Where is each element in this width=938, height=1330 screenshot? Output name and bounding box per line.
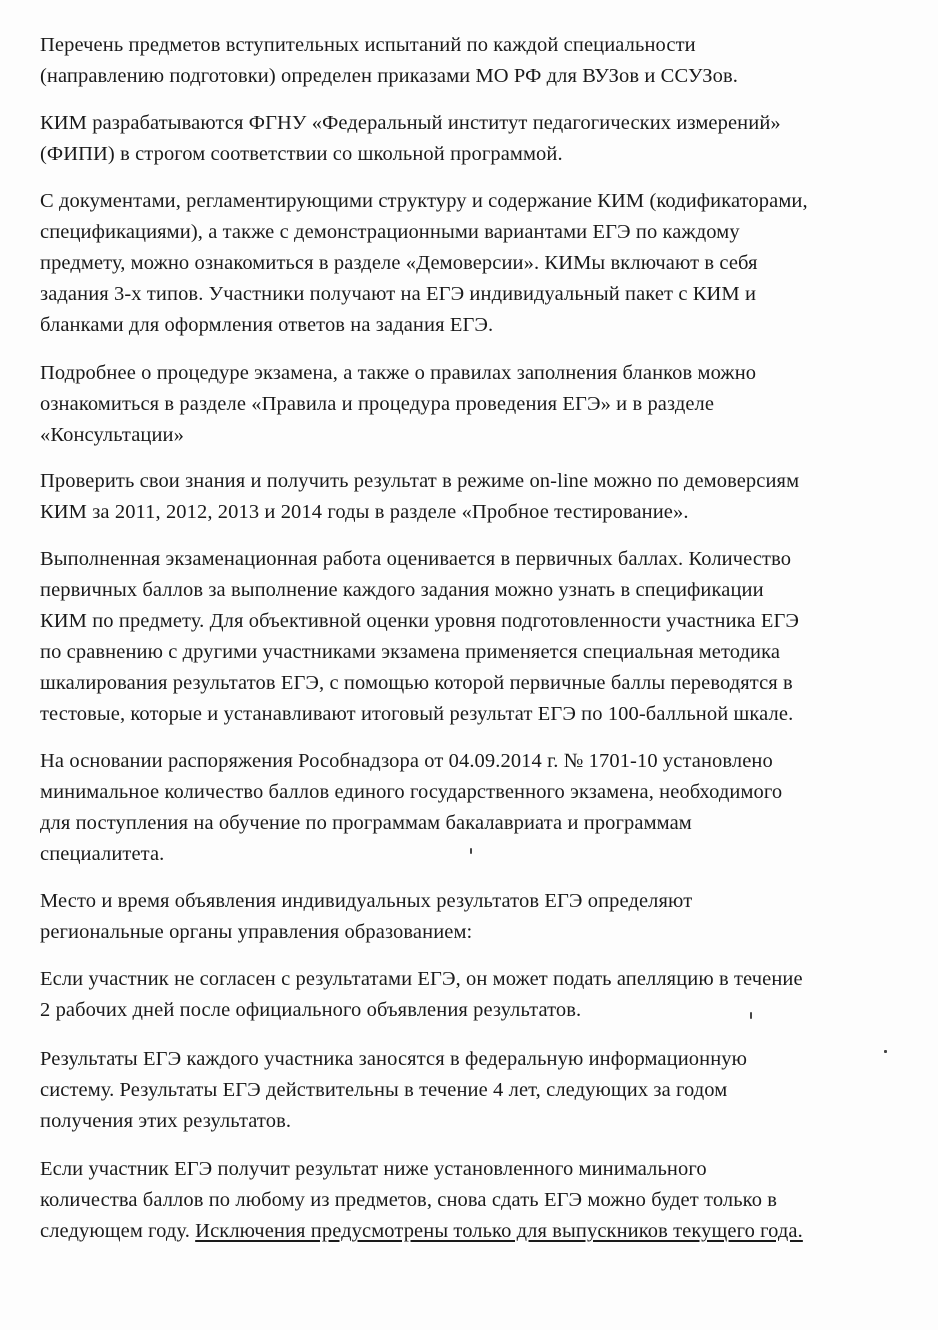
text-line: Перечень предметов вступительных испытаний по каждой специальности bbox=[40, 34, 696, 56]
paragraph-1 bbox=[40, 30, 920, 92]
text-line: КИМ за 2011, 2012, 2013 и 2014 годы в разделе «Пробное тестирование». bbox=[40, 501, 689, 523]
paragraph-2 bbox=[40, 108, 920, 170]
text-line: предмету, можно ознакомиться в разделе «Демоверсии». КИМы включают в себя bbox=[40, 252, 758, 274]
text-line: КИМ по предмету. Для объективной оценки уровня подготовленности участника ЕГЭ bbox=[40, 610, 800, 632]
text-line: для поступления на обучение по программам бакалавриата и программам bbox=[40, 812, 692, 834]
text-line: шкалирования результатов ЕГЭ, с помощью которой первичные баллы переводятся в bbox=[40, 672, 793, 694]
text-line: Если участник не согласен с результатами ЕГЭ, он может подать апелляцию в течение bbox=[40, 968, 803, 990]
paragraph-4 bbox=[40, 358, 920, 451]
text-line: С документами, регламентирующими структуру и содержание КИМ (кодификаторами, bbox=[40, 190, 808, 212]
text-line: первичных баллов за выполнение каждого задания можно узнать в спецификации bbox=[40, 579, 764, 601]
text-line: региональные органы управления образованием: bbox=[40, 921, 473, 943]
text-line: специалитета. bbox=[40, 843, 165, 865]
scan-speck bbox=[884, 1050, 887, 1053]
scan-speck bbox=[750, 1012, 752, 1019]
text-line: спецификациями), а также с демонстрационными вариантами ЕГЭ по каждому bbox=[40, 221, 740, 243]
scan-speck bbox=[470, 848, 472, 854]
paragraph-11 bbox=[40, 1154, 920, 1247]
text-line: «Консультации» bbox=[40, 424, 184, 446]
text-line: Если участник ЕГЭ получит результат ниже установленного минимального bbox=[40, 1158, 707, 1180]
text-line: тестовые, которые и устанавливают итоговый результат ЕГЭ по 100-балльной шкале. bbox=[40, 703, 794, 725]
paragraph-5 bbox=[40, 466, 920, 528]
text-line: На основании распоряжения Рособнадзора от 04.09.2014 г. № 1701-10 установлено bbox=[40, 750, 773, 772]
text-line: Место и время объявления индивидуальных результатов ЕГЭ определяют bbox=[40, 890, 693, 912]
text-line: по сравнению с другими участниками экзамена применяется специальная методика bbox=[40, 641, 781, 663]
paragraph-8 bbox=[40, 886, 920, 948]
text-line: задания 3-х типов. Участники получают на ЕГЭ индивидуальный пакет с КИМ и bbox=[40, 283, 757, 305]
paragraph-7 bbox=[40, 746, 920, 870]
text-line: (направлению подготовки) определен приказами МО РФ для ВУЗов и ССУЗов. bbox=[40, 65, 739, 87]
text-line: Подробнее о процедуре экзамена, а также о правилах заполнения бланков можно bbox=[40, 362, 757, 384]
text-line: ознакомиться в разделе «Правила и процедура проведения ЕГЭ» и в разделе bbox=[40, 393, 715, 415]
paragraph-9 bbox=[40, 964, 920, 1026]
text-line: Результаты ЕГЭ каждого участника заносятся в федеральную информационную bbox=[40, 1048, 748, 1070]
text-line-final bbox=[40, 1216, 920, 1247]
text-line: систему. Результаты ЕГЭ действительны в течение 4 лет, следующих за годом bbox=[40, 1079, 728, 1101]
paragraph-10 bbox=[40, 1044, 920, 1137]
text-line: 2 рабочих дней после официального объявления результатов. bbox=[40, 999, 582, 1021]
plain-text: следующем году. bbox=[40, 1220, 196, 1242]
text-line: минимальное количество баллов единого государственного экзамена, необходимого bbox=[40, 781, 783, 803]
paragraph-6 bbox=[40, 544, 920, 730]
text-line: количества баллов по любому из предметов, снова сдать ЕГЭ можно будет только в bbox=[40, 1189, 778, 1211]
underlined-notice: Исключения предусмотрены только для выпускников текущего года. bbox=[195, 1220, 803, 1242]
text-line: бланками для оформления ответов на задания ЕГЭ. bbox=[40, 314, 494, 336]
text-line: Выполненная экзаменационная работа оценивается в первичных баллах. Количество bbox=[40, 548, 792, 570]
text-line: Проверить свои знания и получить результат в режиме on-line можно по демоверсиям bbox=[40, 470, 800, 492]
paragraph-3 bbox=[40, 186, 920, 341]
text-line: КИМ разрабатываются ФГНУ «Федеральный институт педагогических измерений» bbox=[40, 112, 781, 134]
text-line: получения этих результатов. bbox=[40, 1110, 292, 1132]
text-line: (ФИПИ) в строгом соответствии со школьной программой. bbox=[40, 143, 563, 165]
